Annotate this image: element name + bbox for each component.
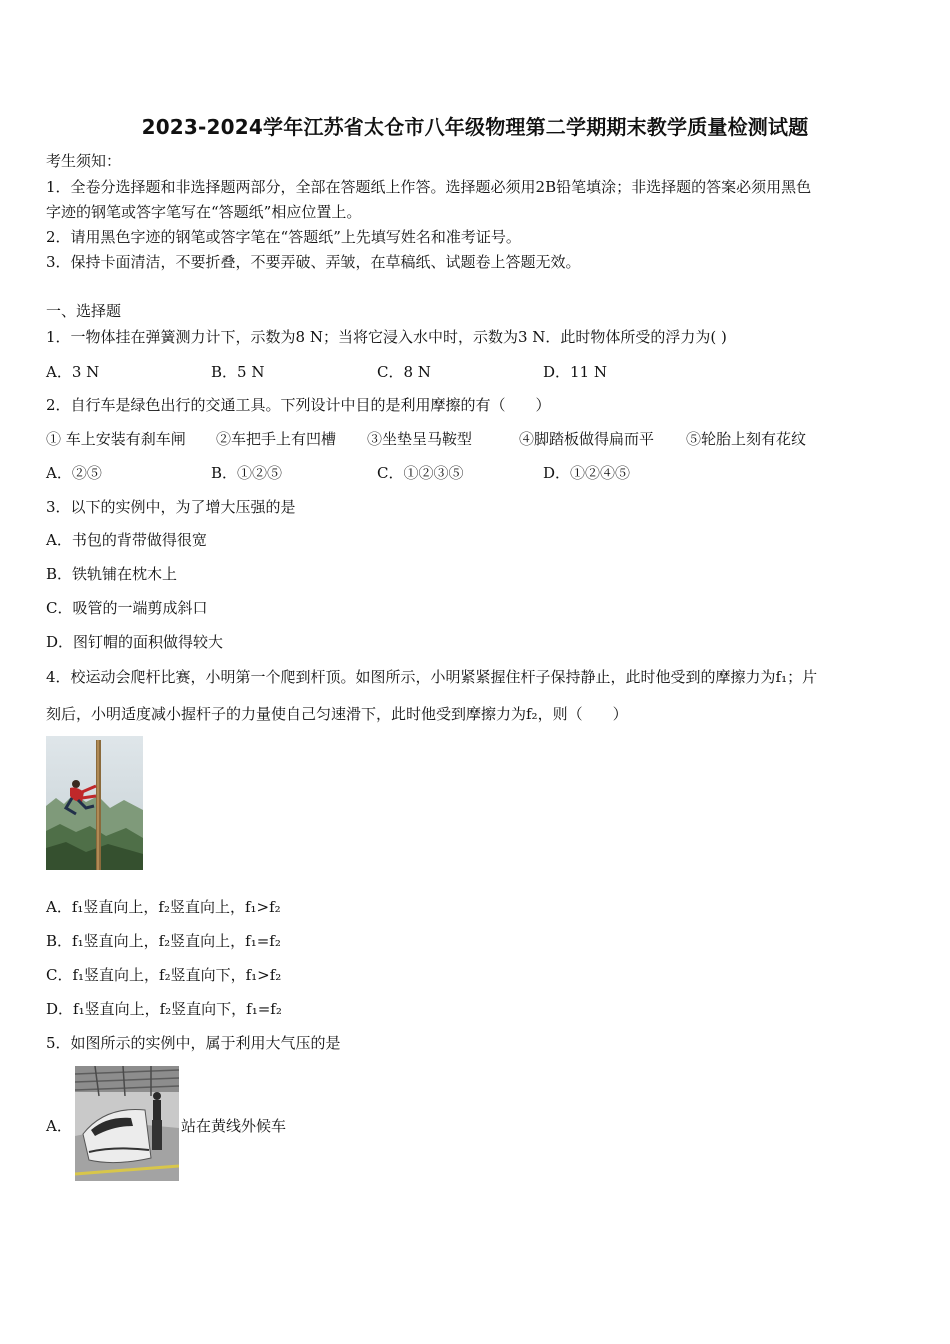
q4-option-c[interactable]: C．f₁竖直向上，f₂竖直向下，f₁>f₂ [46, 966, 282, 984]
notice-item-1: 1．全卷分选择题和非选择题两部分，全部在答题纸上作答。选择题必须用2B铅笔填涂；非选择题的答案必须用黑色 [46, 178, 812, 196]
question-5-stem: 5．如图所示的实例中，属于利用大气压的是 [46, 1034, 341, 1052]
notice-item-2: 2．请用黑色字迹的钢笔或答字笔在“答题纸”上先填写姓名和准考证号。 [46, 228, 521, 246]
q5-option-a-label[interactable]: A． [46, 1117, 72, 1135]
q2-option-b[interactable]: B．①②⑤ [211, 464, 283, 482]
q4-option-d[interactable]: D．f₁竖直向上，f₂竖直向下，f₁=f₂ [46, 1000, 282, 1018]
question-4-stem-line-2: 刻后，小明适度减小握杆子的力量使自己匀速滑下，此时他受到摩擦力为f₂，则（ ） [46, 705, 628, 723]
q2-item-3: ③坐垫呈马鞍型 [367, 430, 473, 448]
q2-item-4: ④脚踏板做得扁而平 [519, 430, 655, 448]
question-2-stem: 2．自行车是绿色出行的交通工具。下列设计中目的是利用摩擦的有（ ） [46, 396, 551, 414]
q2-item-5: ⑤轮胎上刻有花纹 [686, 430, 807, 448]
q2-option-c[interactable]: C．①②③⑤ [377, 464, 464, 482]
q2-item-2: ②车把手上有凹槽 [216, 430, 337, 448]
pole-climbing-image [46, 736, 143, 870]
q4-option-a[interactable]: A．f₁竖直向上，f₂竖直向上，f₁>f₂ [46, 898, 281, 916]
q3-option-d[interactable]: D．图钉帽的面积做得较大 [46, 633, 224, 651]
page-title: 2023-2024学年江苏省太仓市八年级物理第二学期期末教学质量检测试题 [141, 115, 809, 139]
q3-option-a[interactable]: A．书包的背带做得很宽 [46, 531, 207, 549]
notice-heading: 考生须知： [46, 152, 122, 170]
q4-option-b[interactable]: B．f₁竖直向上，f₂竖直向上，f₁=f₂ [46, 932, 281, 950]
q2-option-d[interactable]: D．①②④⑤ [543, 464, 631, 482]
q3-option-b[interactable]: B．铁轨铺在枕木上 [46, 565, 178, 583]
question-1-stem: 1．一物体挂在弹簧测力计下，示数为8 N；当将它浸入水中时，示数为3 N．此时物体所受的浮力为( ) [46, 328, 727, 346]
section-heading: 一、选择题 [46, 302, 122, 320]
q1-option-c[interactable]: C．8 N [377, 363, 431, 381]
q5-option-a-text[interactable]: 站在黄线外候车 [181, 1117, 287, 1135]
q2-option-a[interactable]: A．②⑤ [46, 464, 102, 482]
q1-option-d[interactable]: D．11 N [543, 363, 608, 381]
q1-option-a[interactable]: A．3 N [46, 363, 100, 381]
q2-item-1: ① 车上安装有刹车闸 [46, 430, 186, 448]
question-4-stem-line-1: 4．校运动会爬杆比赛，小明第一个爬到杆顶。如图所示，小明紧紧握住杆子保持静止，此时他受到的摩擦力为f₁；片 [46, 668, 818, 686]
train-platform-image [75, 1066, 179, 1181]
notice-item-3: 3．保持卡面清洁，不要折叠，不要弄破、弄皱，在草稿纸、试题卷上答题无效。 [46, 253, 581, 271]
q1-option-b[interactable]: B．5 N [211, 363, 265, 381]
notice-item-1-cont: 字迹的钢笔或答字笔写在“答题纸”相应位置上。 [46, 203, 362, 221]
question-3-stem: 3．以下的实例中，为了增大压强的是 [46, 498, 296, 516]
q3-option-c[interactable]: C．吸管的一端剪成斜口 [46, 599, 208, 617]
